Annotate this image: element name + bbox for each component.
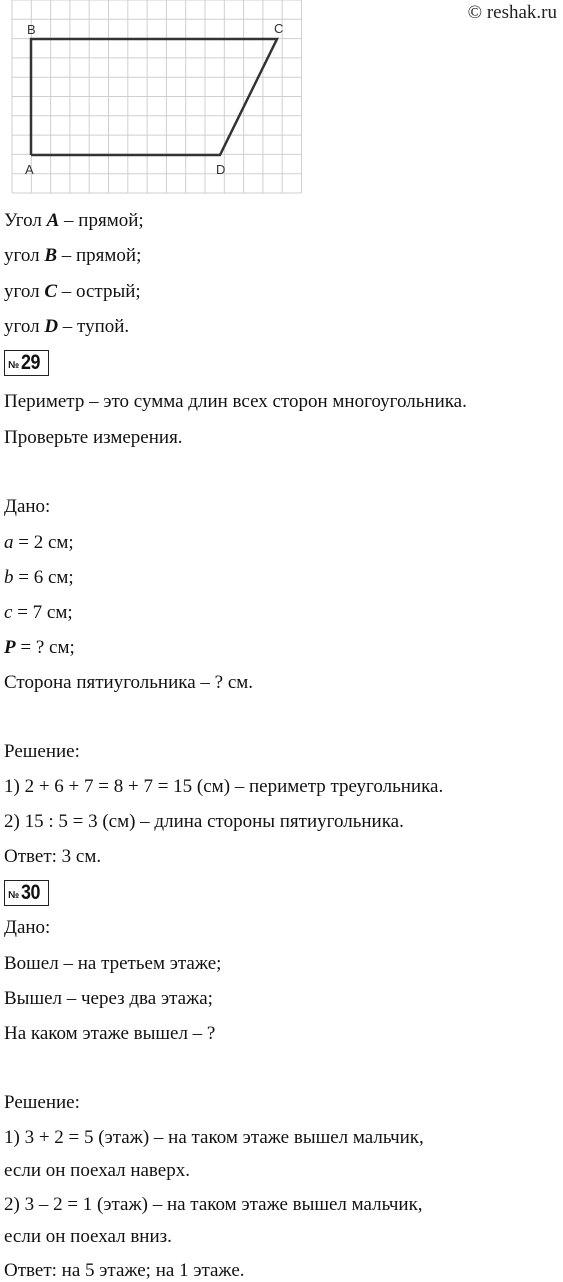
task30-given-3: На каком этаже вышел – ? (4, 1023, 216, 1044)
given-var: c (4, 602, 13, 623)
vertex-label-c: C (274, 21, 284, 36)
number-sign: № (8, 890, 20, 901)
given-p (4, 637, 75, 659)
given-pentagon-side: Сторона пятиугольника – ? см. (4, 672, 254, 693)
given-a (4, 532, 74, 554)
given-c (4, 602, 73, 624)
vertex-label-a: A (25, 162, 34, 177)
given-var: P (4, 637, 16, 658)
angle-text: угол (4, 316, 45, 337)
number-sign: № (8, 360, 20, 371)
task30-step-2b: если он поехал вниз. (4, 1226, 172, 1247)
angle-text: Угол (4, 210, 47, 231)
given-b (4, 567, 74, 589)
angle-desc: – прямой; (57, 245, 142, 266)
given-var: b (4, 567, 14, 588)
vertex-label-b: B (27, 22, 36, 37)
angle-d-line (4, 316, 129, 338)
given-value: = 7 см; (12, 602, 73, 623)
task-number: 29 (21, 351, 41, 374)
angle-text: угол (4, 281, 45, 302)
angle-var: C (44, 281, 57, 302)
angle-var: B (44, 245, 57, 266)
task29-solution-title: Решение: (4, 741, 80, 762)
angle-desc: – тупой. (58, 316, 130, 337)
angle-a-line (4, 210, 144, 232)
task30-step-1a: 1) 3 + 2 = 5 (этаж) – на таком этаже вышел мальчик, (4, 1127, 424, 1148)
angle-var: D (44, 316, 59, 337)
given-value: = 2 см; (13, 532, 74, 553)
task30-given-title: Дано: (4, 917, 51, 938)
angle-c-line (4, 281, 141, 303)
angle-b-line (4, 245, 141, 267)
vertex-label-d: D (216, 162, 226, 177)
site-watermark: © reshak.ru (467, 2, 557, 23)
task29-intro-2: Проверьте измерения. (4, 427, 183, 448)
angle-desc: – острый; (57, 281, 141, 302)
angle-desc: – прямой; (59, 210, 144, 231)
task30-given-2: Вышел – через два этажа; (4, 988, 213, 1009)
task29-given-title: Дано: (4, 496, 51, 517)
task30-solution-title: Решение: (4, 1092, 80, 1113)
task30-given-1: Вошел – на третьем этаже; (4, 953, 222, 974)
task29-answer: Ответ: 3 см. (4, 846, 102, 867)
task29-step-1: 1) 2 + 6 + 7 = 8 + 7 = 15 (см) – периметр треугольника. (4, 776, 444, 797)
task30-step-1b: если он поехал наверх. (4, 1160, 190, 1181)
given-value: = ? см; (15, 637, 75, 658)
angle-text: угол (4, 245, 45, 266)
task-number: 30 (21, 881, 41, 904)
grid-lines (12, 0, 302, 193)
task-29-badge (4, 350, 49, 376)
task30-step-2a: 2) 3 – 2 = 1 (этаж) – на таком этаже вышел мальчик, (4, 1194, 423, 1215)
task29-step-2: 2) 15 : 5 = 3 (см) – длина стороны пятиугольника. (4, 811, 404, 832)
task29-intro-1: Периметр – это сумма длин всех сторон многоугольника. (4, 391, 467, 412)
given-value: = 6 см; (13, 567, 74, 588)
quadrilateral-figure (0, 0, 563, 200)
given-var: a (4, 532, 14, 553)
angle-var: A (46, 210, 60, 231)
task-30-badge (4, 880, 49, 906)
task30-answer: Ответ: на 5 этаже; на 1 этаже. (4, 1260, 245, 1281)
